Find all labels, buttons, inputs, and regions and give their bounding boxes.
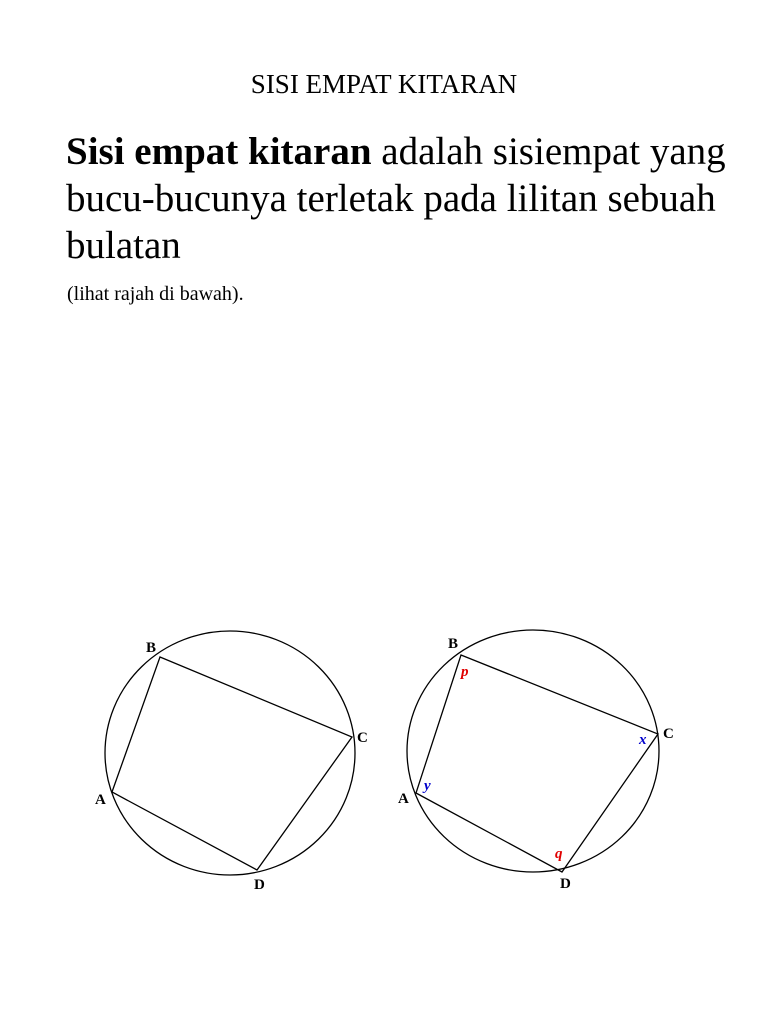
left-quadrilateral <box>112 657 352 870</box>
definition-body: adalah sisiempat yang bucu-bucunya terletak pada lilitan sebuah bulatan <box>66 130 726 267</box>
left-vertex-a: A <box>95 792 106 808</box>
left-circle <box>105 631 355 875</box>
right-quadrilateral <box>416 655 658 872</box>
right-vertex-c: C <box>663 726 674 742</box>
definition-term: Sisi empat kitaran <box>66 130 372 173</box>
right-circle <box>407 630 659 872</box>
diagram-note: (lihat rajah di bawah). <box>67 283 244 305</box>
angle-q-label: q <box>555 846 563 862</box>
diagram-left <box>95 631 368 893</box>
left-vertex-b: B <box>146 640 157 656</box>
diagram-right <box>398 630 674 892</box>
right-vertex-d: D <box>560 876 571 892</box>
angle-y-label: y <box>424 778 431 794</box>
left-vertex-d: D <box>254 877 265 893</box>
left-vertex-c: C <box>357 730 368 746</box>
right-vertex-b: B <box>448 636 459 652</box>
page-title: SISI EMPAT KITARAN <box>250 69 518 99</box>
right-vertex-a: A <box>398 791 409 807</box>
angle-p-label: p <box>461 664 469 680</box>
angle-x-label: x <box>639 732 647 748</box>
